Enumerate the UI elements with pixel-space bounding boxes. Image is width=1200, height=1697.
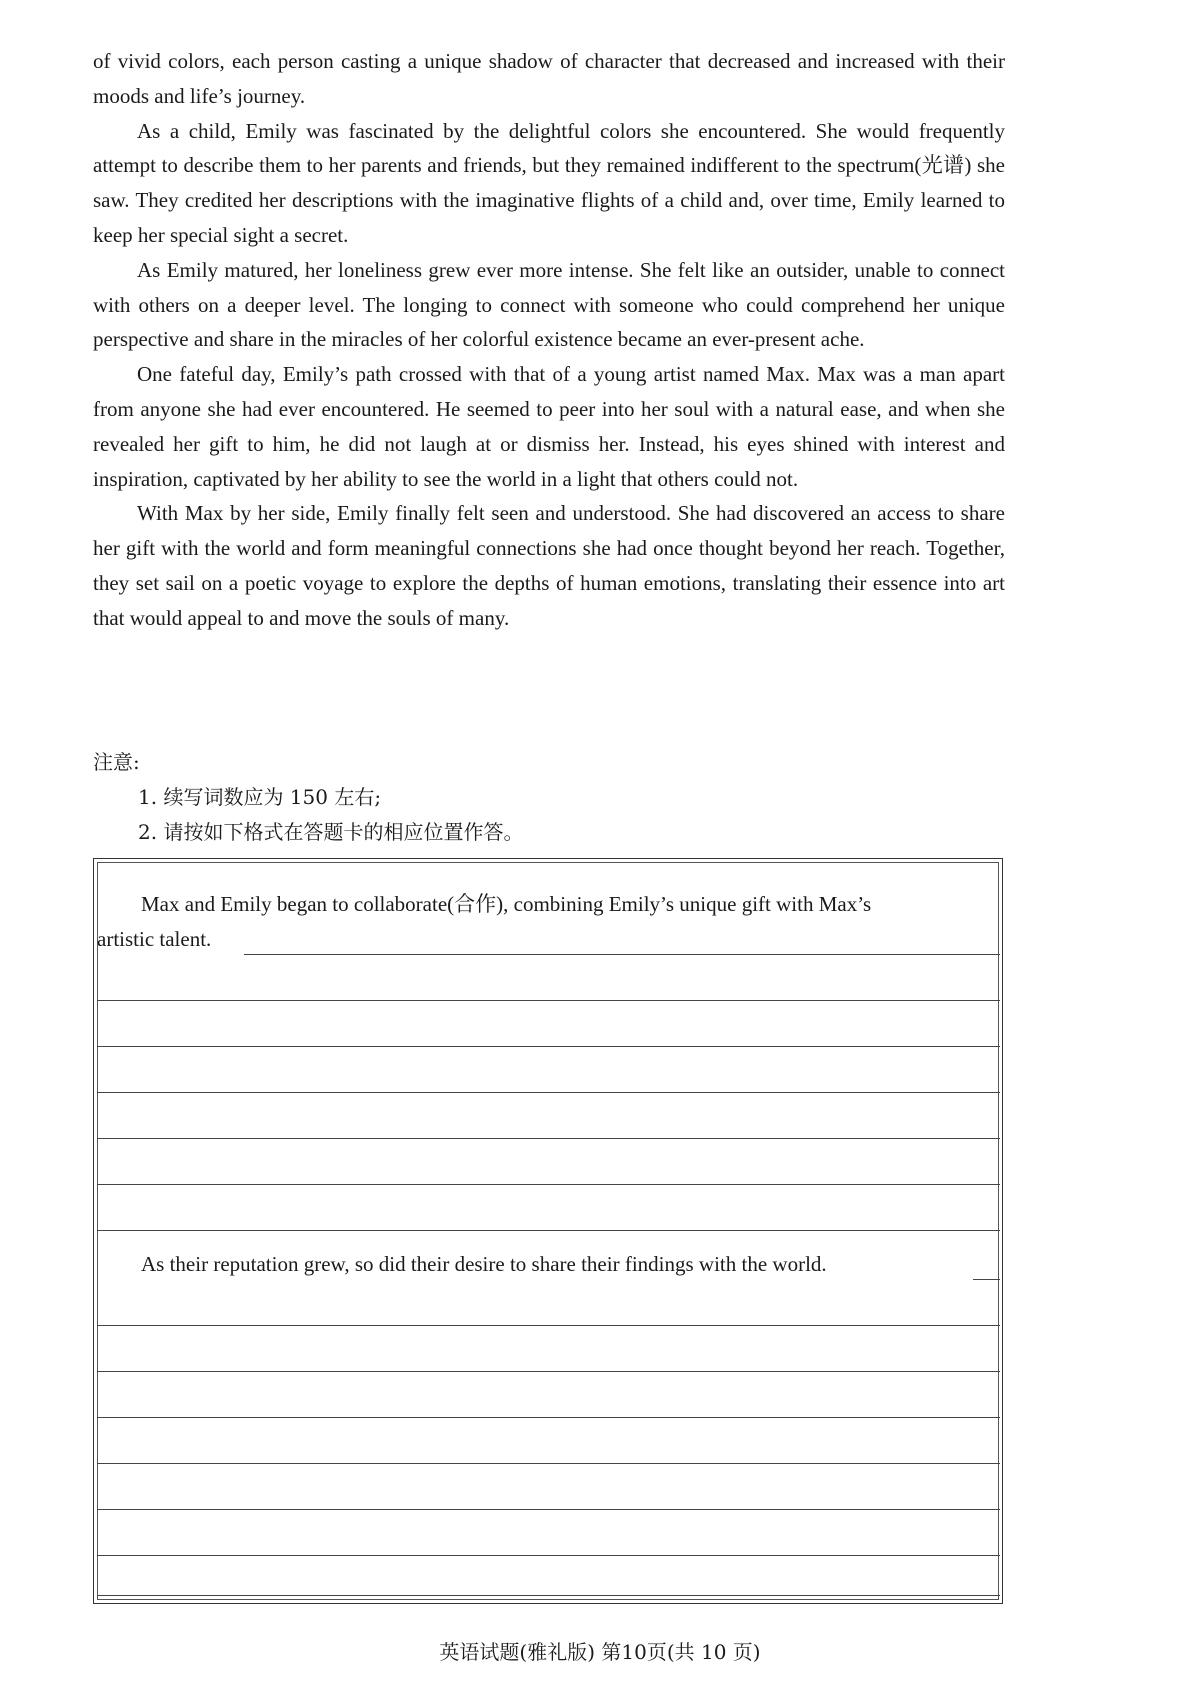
note-item-format: 2. 请按如下格式在答题卡的相应位置作答。 xyxy=(138,820,524,844)
passage-paragraph-4: One fateful day, Emily’s path crossed with that of a young artist named Max. Max was a man apart from anyone she had ever encountered. He seemed to peer into her soul with a natural ease, and when she revealed her gift to him, he did not laugh at or dismiss her. Instead, his eyes shined with interest and inspiration, captivated by her ability to see the world in a light that others could not. xyxy=(93,362,1005,491)
notes-title: 注意: xyxy=(93,750,140,774)
answer-box xyxy=(93,858,1003,1604)
writing-line[interactable] xyxy=(97,1184,1000,1185)
writing-line[interactable] xyxy=(973,1279,1000,1280)
story-passage xyxy=(93,44,1005,636)
writing-line[interactable] xyxy=(244,954,1000,955)
writing-line[interactable] xyxy=(97,1325,1000,1326)
passage-paragraph-1: of vivid colors, each person casting a unique shadow of character that decreased and increased with their moods and life’s journey. xyxy=(93,49,1005,108)
note-item-word-count: 1. 续写词数应为 150 左右; xyxy=(138,785,382,809)
continuation-prompt-1: Max and Emily began to collaborate(合作), combining Emily’s unique gift with Max’s xyxy=(141,892,872,916)
passage-paragraph-2: As a child, Emily was fascinated by the delightful colors she encountered. She would frequently attempt to describe them to her parents and friends, but they remained indifferent to the spectrum(光谱) she saw. They credited her descriptions with the imaginative flights of a child and, over time, Emily learned to keep her special sight a secret. xyxy=(93,118,1005,247)
writing-line[interactable] xyxy=(97,1046,1000,1047)
writing-line[interactable] xyxy=(97,1595,1000,1596)
passage-paragraph-5: With Max by her side, Emily finally felt seen and understood. She had discovered an access to share her gift with the world and form meaningful connections she had once thought beyond her reach. Together, they set sail on a poetic voyage to explore the depths of human emotions, translating their essence into art that would appeal to and move the souls of many. xyxy=(93,501,1005,630)
instructions-notes xyxy=(93,745,523,850)
writing-line[interactable] xyxy=(97,1000,1000,1001)
writing-line[interactable] xyxy=(97,1092,1000,1093)
writing-line[interactable] xyxy=(97,1371,1000,1372)
writing-line[interactable] xyxy=(97,1138,1000,1139)
continuation-prompt-1-end: artistic talent. xyxy=(97,927,212,951)
page-footer: 英语试题(雅礼版) 第10页(共 10 页) xyxy=(439,1640,761,1664)
writing-line[interactable] xyxy=(97,1230,1000,1231)
passage-paragraph-3: As Emily matured, her loneliness grew ever more intense. She felt like an outsider, unable to connect with others on a deeper level. The longing to connect with someone who could comprehend her unique perspective and share in the miracles of her colorful existence became an ever-present ache. xyxy=(93,257,1005,352)
continuation-prompt-2: As their reputation grew, so did their desire to share their findings with the world. xyxy=(141,1252,827,1276)
writing-line[interactable] xyxy=(97,1509,1000,1510)
writing-line[interactable] xyxy=(97,1463,1000,1464)
writing-line[interactable] xyxy=(97,1417,1000,1418)
answer-box-inner-border xyxy=(97,862,999,1600)
writing-line[interactable] xyxy=(97,1555,1000,1556)
